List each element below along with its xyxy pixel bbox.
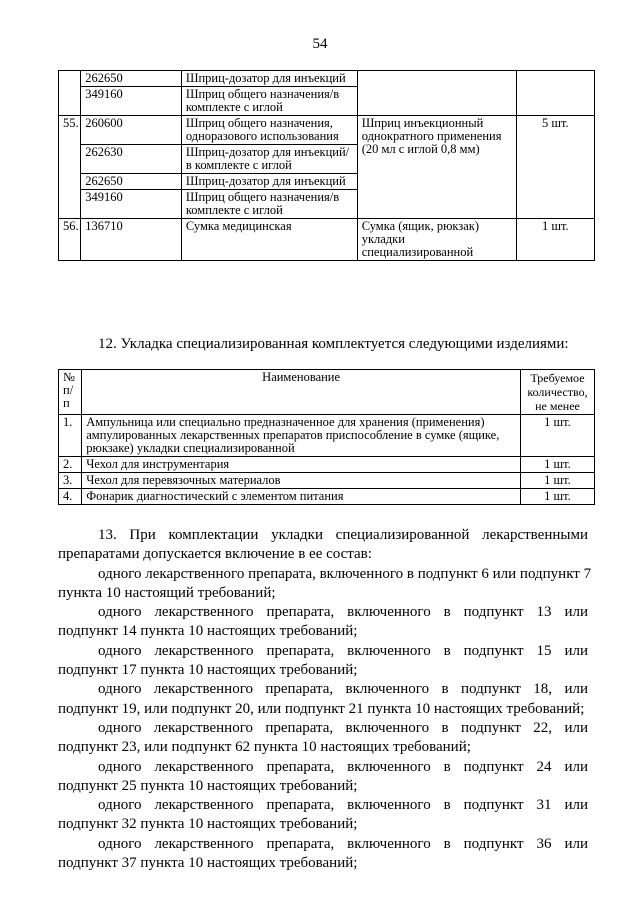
code-cell: 262650 (81, 71, 182, 87)
text-line: одного лекарственного препарата, включенного в подпункт 6 или подпункт 7 (98, 565, 592, 582)
text-line: одного лекарственного препарата, включенного в подпункт 31 или (98, 797, 588, 814)
name-cell: Чехол для инструментария (82, 457, 521, 473)
description-cell (357, 71, 516, 116)
name-cell: Сумка медицинская (181, 219, 357, 261)
row-number-cell: 56. (59, 219, 81, 261)
text-line: одного лекарственного препарата, включенного в подпункт 36 или (98, 835, 588, 852)
page-number: 54 (312, 36, 328, 52)
table-row (59, 457, 595, 473)
quantity-cell: 5 шт. (516, 116, 594, 219)
text-line: 13. При комплектации укладки специализированной лекарственными (98, 527, 588, 543)
description-cell: Шприц инъекционный однократного применения (20 мл с иглой 0,8 мм) (357, 116, 516, 219)
table-row (59, 116, 595, 145)
text-line: пункта 10 настоящий требований; (58, 584, 276, 601)
section-12-heading: 12. Укладка специализированная комплектуется следующими изделиями: (98, 336, 569, 352)
code-cell: 260600 (81, 116, 182, 145)
text-line: подпункт 17 пункта 10 настоящих требований; (58, 662, 358, 679)
table-row (59, 473, 595, 489)
row-number-cell: 4. (59, 489, 82, 505)
description-cell: Сумка (ящик, рюкзак) укладки специализированной (357, 219, 516, 261)
row-number-cell: 2. (59, 457, 82, 473)
text-line: препаратами допускается включение в ее состав: (58, 546, 372, 563)
table-row (59, 489, 595, 505)
table-row (59, 71, 595, 87)
code-cell: 349160 (81, 87, 182, 116)
text-line: подпункт 14 пункта 10 настоящих требований; (58, 623, 358, 640)
name-cell: Шприц общего назначения/в комплекте с иглой (181, 190, 357, 219)
table-row (59, 415, 595, 457)
code-cell: 349160 (81, 190, 182, 219)
name-cell: Шприц общего назначения, одноразового использования (181, 116, 357, 145)
text-line: подпункт 19, или подпункт 20, или подпункт 21 пункта 10 настоящих требований; (58, 700, 585, 717)
name-cell: Ампульница или специально предназначенное для хранения (применения) ампулированных лекарственных препаратов приспособление в сумке (ящике, рюкзаке) укладки специализированной (82, 415, 521, 457)
text-line: одного лекарственного препарата, включенного в подпункт 18, или (98, 681, 588, 698)
code-cell: 136710 (81, 219, 182, 261)
text-line: одного лекарственного препарата, включенного в подпункт 24 или (98, 758, 588, 775)
text-line: подпункт 32 пункта 10 настоящих требований; (58, 816, 358, 833)
table-row (59, 219, 595, 261)
quantity-cell: 1 шт. (516, 219, 594, 261)
text-line: подпункт 25 пункта 10 настоящих требований; (58, 777, 358, 794)
header-num: № п/п (59, 370, 82, 415)
row-number-cell (59, 71, 81, 116)
code-cell: 262650 (81, 174, 182, 190)
text-line: одного лекарственного препарата, включенного в подпункт 15 или (98, 642, 588, 659)
quantity-cell: 1 шт. (520, 473, 594, 489)
equipment-table-continued (58, 70, 595, 261)
quantity-cell: 1 шт. (520, 415, 594, 457)
section-13-text (58, 526, 592, 873)
table-header-row (59, 370, 595, 415)
header-qty: Требуемое количество, не менее (520, 370, 594, 415)
row-number-cell: 1. (59, 415, 82, 457)
specialized-kit-items-table (58, 369, 595, 505)
row-number-cell: 3. (59, 473, 82, 489)
row-number-cell: 55. (59, 116, 81, 219)
text-line: подпункт 37 пункта 10 настоящих требований; (58, 855, 358, 872)
text-line: одного лекарственного препарата, включенного в подпункт 13 или (98, 604, 588, 621)
text-line: подпункт 23, или подпункт 62 пункта 10 настоящих требований; (58, 739, 471, 756)
name-cell: Шприц-дозатор для инъекций/в комплекте с иглой (181, 145, 357, 174)
name-cell: Шприц-дозатор для инъекций (181, 71, 357, 87)
name-cell: Шприц общего назначения/в комплекте с иглой (181, 87, 357, 116)
code-cell: 262630 (81, 145, 182, 174)
quantity-cell: 1 шт. (520, 489, 594, 505)
header-name: Наименование (82, 370, 521, 415)
name-cell: Чехол для перевязочных материалов (82, 473, 521, 489)
text-line: одного лекарственного препарата, включенного в подпункт 22, или (98, 719, 588, 736)
quantity-cell: 1 шт. (520, 457, 594, 473)
name-cell: Фонарик диагностический с элементом питания (82, 489, 521, 505)
name-cell: Шприц-дозатор для инъекций (181, 174, 357, 190)
quantity-cell (516, 71, 594, 116)
